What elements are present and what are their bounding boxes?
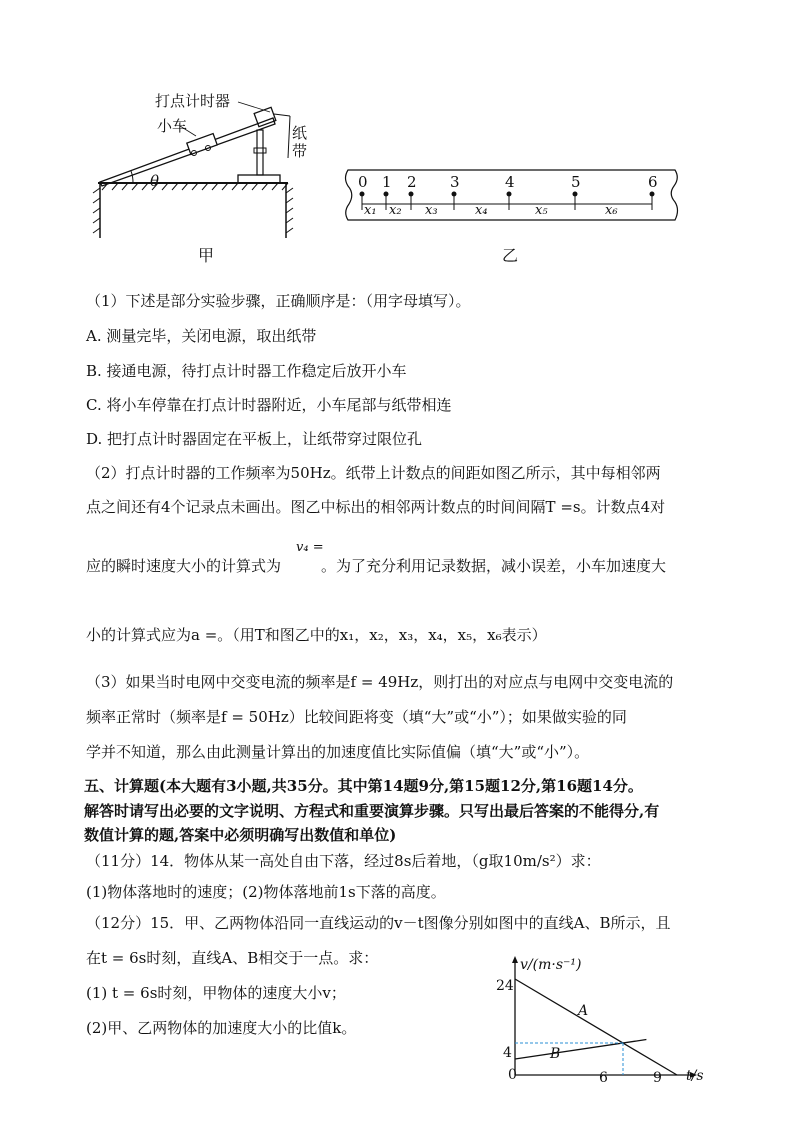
label-timer: 打点计时器: [155, 92, 231, 110]
section5-line2: 解答时请写出必要的文字说明、方程式和重要演算步骤。只写出最后答案的不能得分,有: [84, 802, 660, 820]
caption-yi: 乙: [502, 246, 519, 265]
q15-line3: (1) t = 6s时刻，甲物体的速度大小v；: [86, 984, 346, 1002]
q2-v4-formula: v₄ =: [296, 540, 324, 555]
vt-ylabel: v/(m·s⁻¹): [520, 957, 582, 973]
vt-label-b: B: [550, 1046, 561, 1062]
q2-line3: 应的瞬时速度大小的计算式为 。为了充分利用记录数据，减小误差，小车加速度大: [86, 557, 667, 575]
tape-segment-x5: x₅: [535, 203, 548, 218]
tape-label-3: 3: [450, 173, 460, 191]
label-car: 小车: [157, 117, 188, 135]
caption-jia: 甲: [198, 246, 215, 265]
tape-label-2: 2: [407, 173, 417, 191]
tape-label-4: 4: [505, 173, 515, 191]
tape-label-0: 0: [358, 173, 368, 191]
q1-option-a: A. 测量完毕，关闭电源，取出纸带: [86, 327, 317, 345]
q2-line4: 小的计算式应为a =。（用T和图乙中的x₁，x₂，x₃，x₄，x₅，x₆表示）: [86, 626, 547, 644]
vt-xtick-6: 6: [599, 1070, 608, 1086]
q3-line1: （3）如果当时电网中交变电流的频率是f = 49Hz，则打出的对应点与电网中交变电流的: [86, 673, 674, 691]
tape-label-5: 5: [571, 173, 581, 191]
q3-line3: 学并不知道，那么由此测量计算出的加速度值比实际值偏（填“大”或“小”）。: [86, 743, 590, 761]
q1-option-d: D. 把打点计时器固定在平板上，让纸带穿过限位孔: [86, 430, 423, 448]
q3-line2: 频率正常时（频率是f = 50Hz）比较间距将变（填“大”或“小”）；如果做实验的同: [86, 708, 627, 726]
q14-line1: （11分）14．物体从某一高处自由下落，经过8s后着地，（g取10m/s²）求：: [86, 852, 601, 870]
label-theta: θ: [150, 172, 160, 190]
q15-line1: （12分）15．甲、乙两物体沿同一直线运动的v－t图像分别如图中的直线A、B所示，且: [86, 914, 671, 932]
q14-line2: (1)物体落地时的速度；(2)物体落地前1s下落的高度。: [86, 883, 446, 901]
tape-label-6: 6: [648, 173, 658, 191]
tape-segment-x2: x₂: [389, 203, 402, 218]
q1-option-c: C. 将小车停靠在打点计时器附近，小车尾部与纸带相连: [86, 396, 452, 414]
vt-ytick-4: 4: [503, 1045, 512, 1061]
label-tape: 纸带: [292, 124, 308, 160]
q15-line4: (2)甲、乙两物体的加速度大小的比值k。: [86, 1019, 357, 1037]
vt-series-a: [515, 979, 677, 1075]
section5-line1: 五、计算题(本大题有3小题,共35分。其中第14题9分,第15题12分,第16题14分。: [84, 777, 643, 795]
tape-segment-x6: x₆: [605, 203, 618, 218]
q1-option-b: B. 接通电源，待打点计时器工作稳定后放开小车: [86, 362, 407, 380]
section5-line3: 数值计算的题,答案中必须明确写出数值和单位): [84, 826, 397, 844]
q2-line1: （2）打点计时器的工作频率为50Hz。纸带上计数点的间距如图乙所示，其中每相邻两: [86, 464, 661, 482]
vt-label-a: A: [578, 1003, 589, 1019]
vt-series-b: [515, 1040, 646, 1059]
tape-segment-x3: x₃: [425, 203, 438, 218]
tape-label-1: 1: [382, 173, 392, 191]
vt-xtick-9: 9: [653, 1070, 662, 1086]
vt-xlabel: t/s: [686, 1068, 704, 1084]
q1-prompt: （1）下述是部分实验步骤，正确顺序是：（用字母填写）。: [86, 292, 471, 310]
tape-segment-x1: x₁: [364, 203, 377, 218]
q2-line2: 点之间还有4个记录点未画出。图乙中标出的相邻两计数点的时间间隔T =s。计数点4对: [86, 498, 666, 516]
vt-ytick-24: 24: [496, 978, 514, 994]
vt-origin: 0: [508, 1067, 517, 1083]
tape-segment-x4: x₄: [475, 203, 488, 218]
q15-line2: 在t = 6s时刻，直线A、B相交于一点。求：: [86, 949, 379, 967]
